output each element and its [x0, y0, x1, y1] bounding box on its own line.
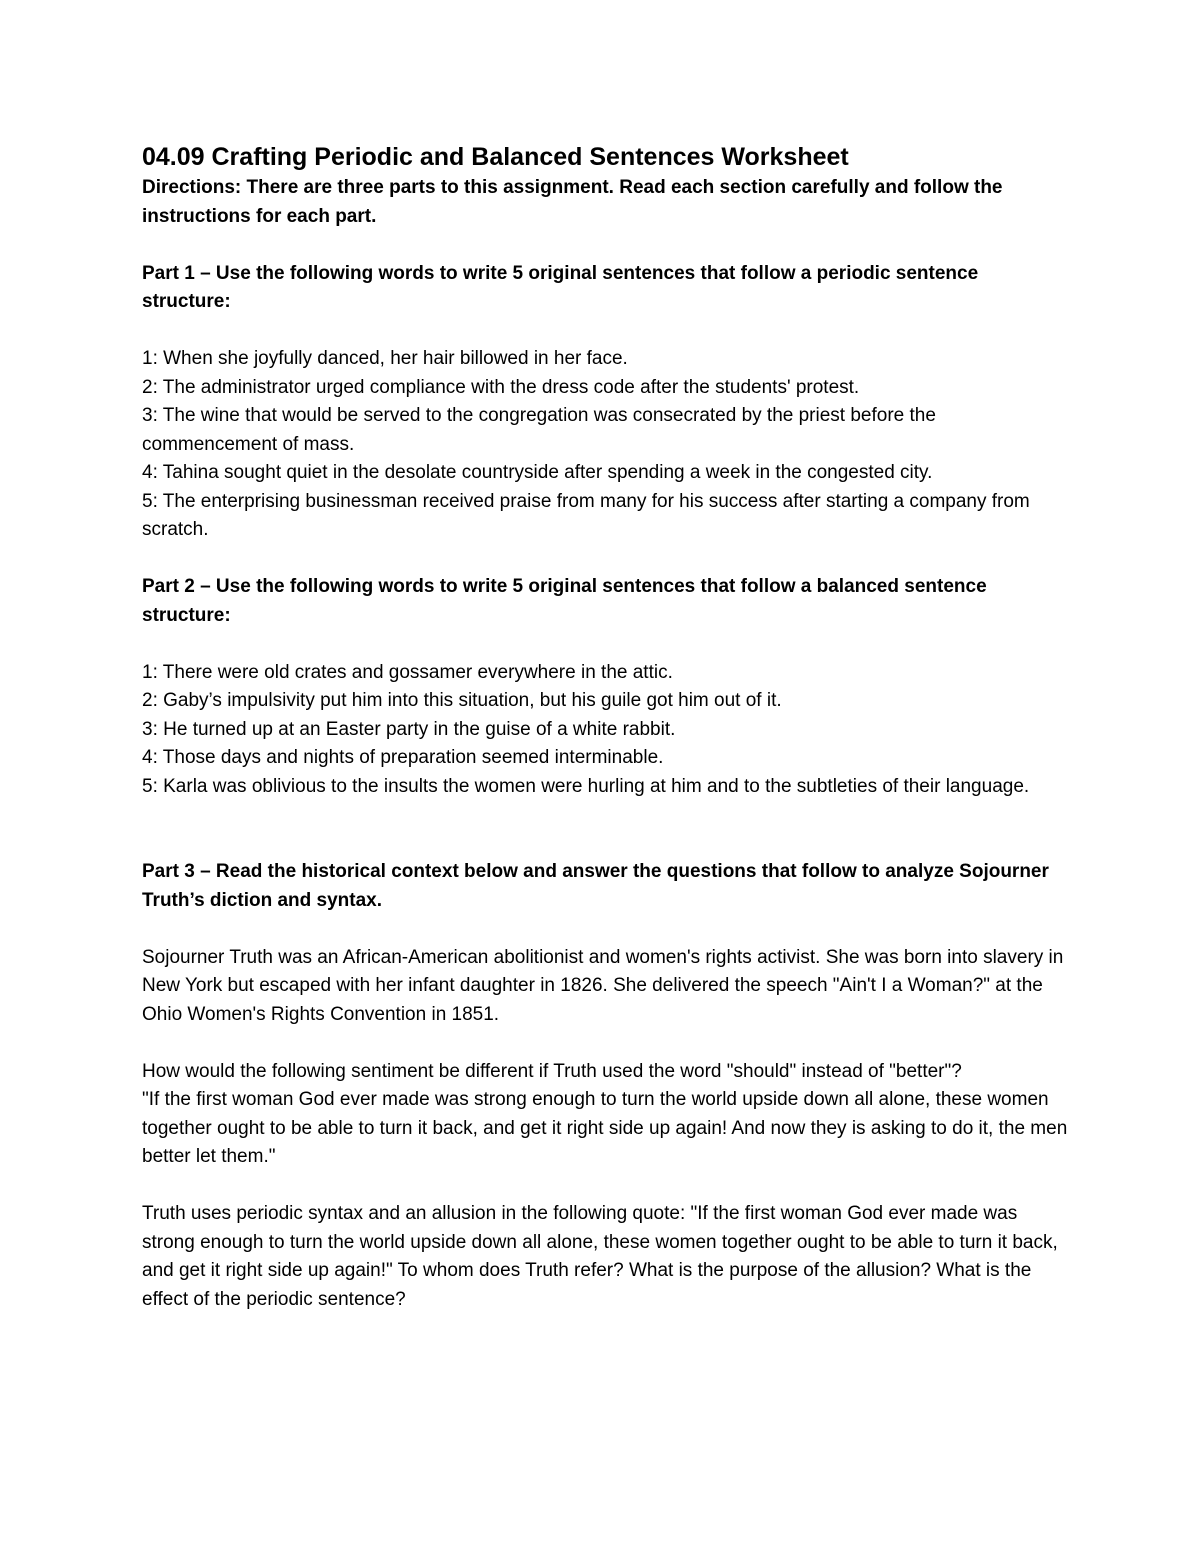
- part1-item: 4: Tahina sought quiet in the desolate countryside after spending a week in the congested city.: [142, 462, 933, 483]
- spacer: [142, 317, 1072, 346]
- part2-list: [142, 659, 1072, 802]
- part1-item: 3: The wine that would be served to the congregation was consecrated by the priest before the commencement of mass.: [142, 405, 936, 455]
- spacer: [142, 1172, 1072, 1201]
- worksheet-title: 04.09 Crafting Periodic and Balanced Sentences Worksheet: [142, 143, 849, 171]
- part1-item: 5: The enterprising businessman received praise from many for his success after starting a company from scratch.: [142, 490, 1030, 540]
- part3-question-2: Truth uses periodic syntax and an allusion in the following quote: "If the first woman God ever made was strong enough to turn the world upside down all alone, these women together ought to be able to turn it back, and get it right side up again!" To whom does Truth refer? What is the purpose of the allusion? What is the effect of the periodic sentence?: [142, 1203, 1058, 1310]
- worksheet-page: [142, 140, 1072, 1314]
- part2-item: 2: Gaby’s impulsivity put him into this situation, but his guile got him out of it.: [142, 690, 782, 711]
- spacer: [142, 231, 1072, 260]
- part1-heading: Part 1 – Use the following words to write 5 original sentences that follow a periodic sentence structure:: [142, 262, 979, 312]
- part2-heading: Part 2 – Use the following words to write 5 original sentences that follow a balanced sentence structure:: [142, 576, 987, 626]
- part3-quote-1: "If the first woman God ever made was strong enough to turn the world upside down all alone, these women together ought to be able to turn it back, and get it right side up again! And now they is asking to do it, the men better let them.": [142, 1089, 1068, 1167]
- part1-item: 1: When she joyfully danced, her hair billowed in her face.: [142, 348, 628, 369]
- part3-context: Sojourner Truth was an African-American abolitionist and women's rights activist. She was born into slavery in New York but escaped with her infant daughter in 1826. She delivered the speech "Ain't I a Woman?" at the Ohio Women's Rights Convention in 1851.: [142, 946, 1064, 1025]
- part1-list: [142, 345, 1072, 545]
- spacer: [142, 801, 1072, 858]
- part2-item: 4: Those days and nights of preparation seemed interminable.: [142, 747, 664, 768]
- part2-item: 1: There were old crates and gossamer everywhere in the attic.: [142, 661, 673, 683]
- spacer: [142, 915, 1072, 944]
- spacer: [142, 1029, 1072, 1058]
- part1-item: 2: The administrator urged compliance with the dress code after the students' protest.: [142, 376, 860, 398]
- part3-question-1: How would the following sentiment be different if Truth used the word "should" instead of "better"?: [142, 1060, 962, 1082]
- part2-item: 5: Karla was oblivious to the insults the women were hurling at him and to the subtleties of their language.: [142, 775, 1030, 797]
- spacer: [142, 545, 1072, 574]
- directions: Directions: There are three parts to this assignment. Read each section carefully and follow the instructions for each part.: [142, 177, 1003, 227]
- part2-item: 3: He turned up at an Easter party in the guise of a white rabbit.: [142, 718, 676, 740]
- part3-heading: Part 3 – Read the historical context below and answer the questions that follow to analyze Sojourner Truth’s diction and syntax.: [142, 861, 1049, 911]
- spacer: [142, 630, 1072, 659]
